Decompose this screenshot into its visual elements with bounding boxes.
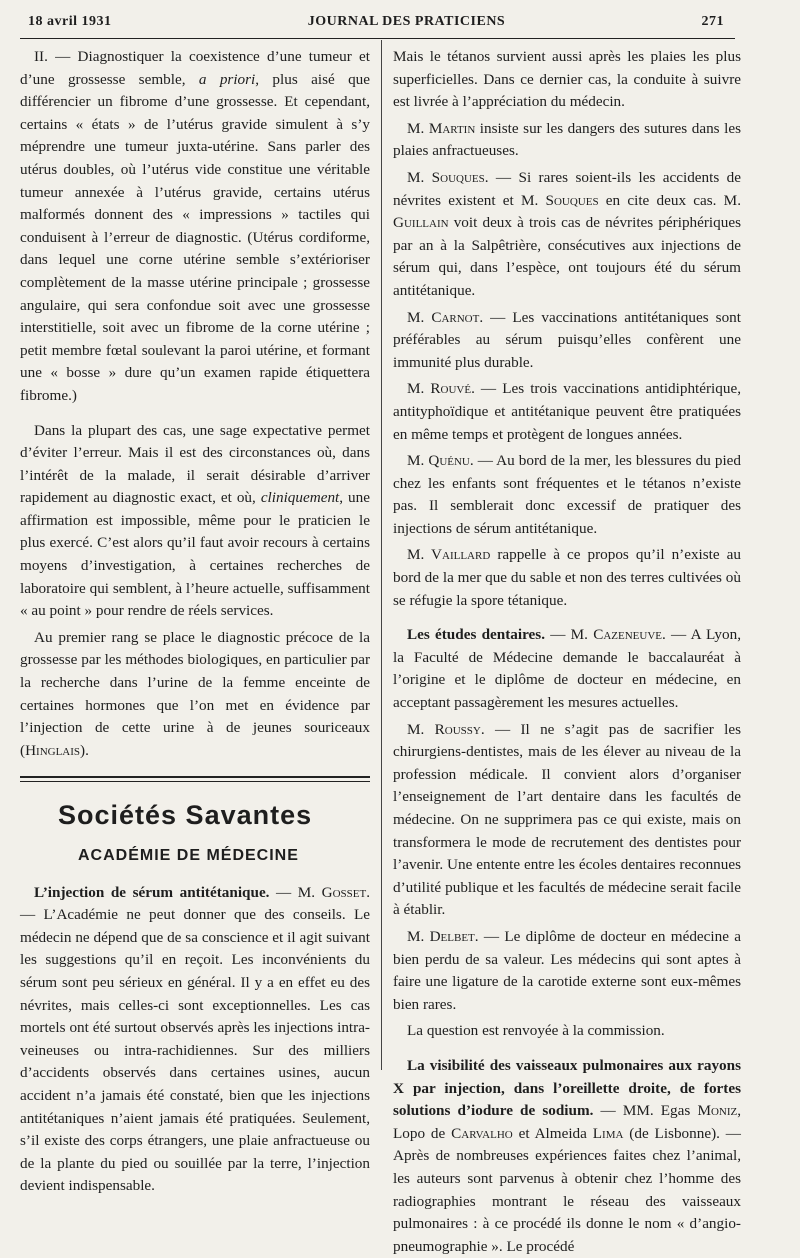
paragraph-delbet: M. Delbet. — Le diplôme de docteur en médecine a bien perdu de sa valeur. Les médecins qui sont aptes à faire une ligature de la carotide externe sont eux-mêmes bien rares. [393, 927, 741, 1013]
running-header [28, 14, 724, 36]
issue-date: 18 avril 1931 [28, 14, 112, 29]
paragraph-vaillard: M. Vaillard rappelle à ce propos qu’il n’existe au bord de la mer que du sable et non des terres cultivées où se réfugie la spore tétanique. [393, 546, 742, 609]
article-dentaires: Les études dentaires. — M. Cazeneuve. — A Lyon, la Faculté de Médecine demande le baccalauréat à l’origine et le diplôme de docteur en médecine, en acceptant passagèrement les mesures actuelles. [393, 626, 741, 712]
page-number: 271 [701, 14, 724, 29]
paragraph-commission: La question est renvoyée à la commission. [407, 1022, 665, 1040]
paragraph-rouve: M. Rouvé. — Les trois vaccinations antidiphtérique, antityphoïdique et antitétanique peuvent être pratiquées en même temps et protègent de longues années. [393, 380, 741, 443]
subsection-title: ACADÉMIE DE MÉDECINE [78, 847, 299, 864]
article-vaisseaux: La visibilité des vaisseaux pulmonaires aux rayons X par injection, dans l’oreillette droite, de fortes solutions d’iodure de sodium. — MM. Egas Moniz, Lopo de Carvalho et Almeida Lima (de Lisbonne). — Après de nombreuses expériences faites chez l’animal, les auteurs sont parvenus à obtenir chez l’homme des radiographies montrant le réseau des vaisseaux pulmonaires : à ce procédé ils donne le nom « d’angio-pneumographie ». Le procédé [393, 1056, 742, 1255]
left-column [20, 46, 370, 1198]
paragraph-martin: M. Martin insiste sur les dangers des sutures dans les plaies anfractueuses. [393, 119, 741, 160]
paragraph-quenu: M. Quénu. — Au bord de la mer, les blessures du pied chez les enfants sont fréquentes et le tétanos n’existe pas. Il semblerait donc excessif de pratiquer des injections de sérum antitétanique. [393, 452, 741, 537]
paragraph-tetanos: Mais le tétanos survient aussi après les plaies les plus superficielles. Dans ce dernier cas, la conduite à suivre est livrée à l’appréciation du médecin. [393, 48, 741, 111]
column-rule [381, 40, 382, 1070]
journal-name: JOURNAL DES PRATICIENS [307, 14, 506, 29]
paragraph-souques: M. Souques. — Si rares soient-ils les accidents de névrites existent et M. Souques en cite deux cas. M. Guillain voit deux à trois cas de névrites périphériques par an à la Salpêtrière, consécutives aux injections de sérum qui, dans l’espèce, ont toujours été du sérum antitétanique. [393, 168, 741, 299]
article-serum: L’injection de sérum antitétanique. — M. Gosset. — L’Académie ne peut donner que des conseils. Le médecin ne dépend que de sa conscience et il agit suivant les suggestions qu’il en reçoit. Les inconvénients du sérum sont peu sérieux en général. Il y a en effet eu des névrites, mais celles-ci sont exceptionnelles. Les cas mortels ont été surtout observés après les injections intra-veineuses ou intra-rachidiennes. Sur des milliers d’accidents observés dans certaines usines, aucun accident n’a jamais été constaté, bien que les injections antitétaniques n’aient jamais été pratiquées. Seulement, s’il existe des corps étrangers, une plaie anfractueuse ou de la plante du pied ou souillée par la terre, l’injection devient indispensable. [20, 883, 370, 1195]
section-title: Sociétés Savantes [58, 800, 313, 831]
paragraph-carnot: M. Carnot. — Les vaccinations antitétaniques sont préférables au sérum puisqu’elles confèrent une immunité plus durable. [393, 308, 741, 371]
paragraph-roussy: M. Roussy. — Il ne s’agit pas de sacrifier les chirurgiens-dentistes, mais de les élever au niveau de la profession médicale. Il convient alors d’organiser l’enseignement de l’art dentaire dans les facultés de médecine. On ne supprimera pas ce qui existe, mais on transformera le mode de recrutement des dentistes pour l’avenir. Une entente entre les écoles dentaires reconnues d’utilité publique et les facultés de médecine serait facile à établir. [393, 720, 741, 919]
paragraph-biological: Au premier rang se place le diagnostic précoce de la grossesse par les méthodes biologiques, en particulier par la recherche dans l’urine de la femme enceinte de certaines hormones que l’on met en évidence par l’injection de cette urine à de jeunes souriceaux (Hinglais). [20, 628, 370, 759]
right-column [393, 46, 741, 1258]
section-divider [20, 776, 370, 782]
paragraph-expectative: Dans la plupart des cas, une sage expectative permet d’éviter l’erreur. Mais il est des circonstances où, dans l’intérêt de la malade, il serait désirable d’arriver rapidement au diagnostic exact, et où, cliniquement, une affirmation est impossible, même pour le praticien le plus exercé. C’est alors qu’il faut avoir recours à certains moyens d’investigation, à certaines recherches de laboratoire qui semblent, à l’heure actuelle, suffisamment « au point » pour rendre de réels services. [20, 421, 370, 620]
paragraph-diagnosis: II. — Diagnostiquer la coexistence d’une tumeur et d’une grossesse semble, a priori, plus aisé que différencier un fibrome d’une grossesse. Et cependant, certains « états » de l’utérus gravide simulent à s’y méprendre une tumeur juxta-utérine. Sans parler des utérus doubles, où l’utérus vide constitue une véritable tumeur annexée à l’utérus gravide, certains utérus malformés donnent des « impressions » tactiles qui conduisent à l’erreur de diagnostic. (Utérus cordiforme, dans lequel une corne utérine semble s’extérioriser complètement de la masse utérine principale ; grossesse angulaire, qui sera confondue soit avec une grossesse interstitielle, soit avec un fibrome de la corne utérine ; petit membre fœtal soulevant la paroi utérine, et formant une « bosse » dure qu’un examen rapide étiquettera fibrome.) [20, 48, 371, 404]
header-rule [20, 38, 735, 39]
